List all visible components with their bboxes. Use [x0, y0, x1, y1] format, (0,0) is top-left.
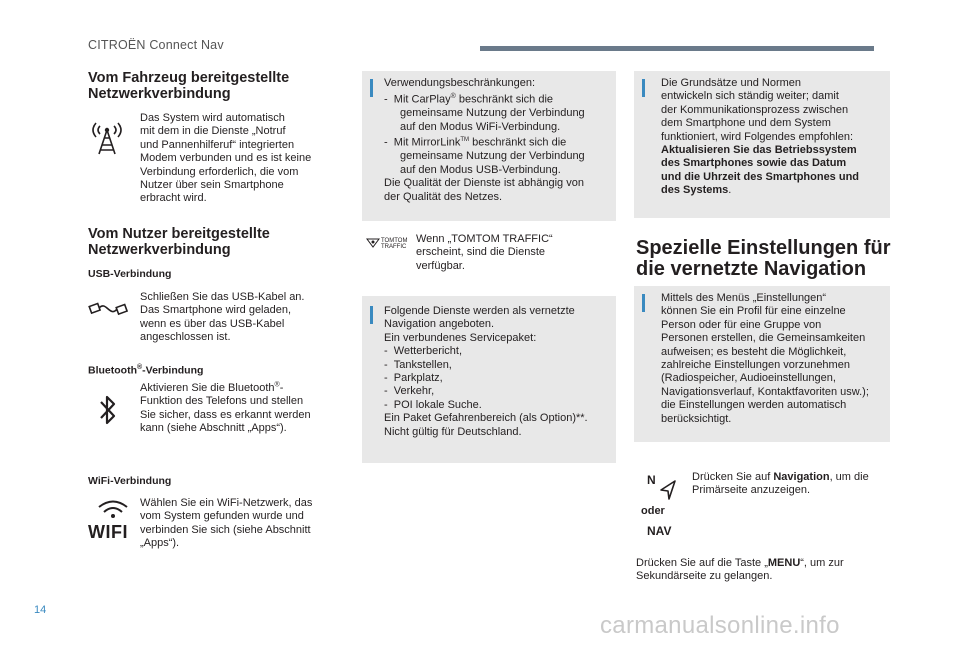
antenna-icon — [88, 116, 126, 158]
header-bar — [480, 46, 874, 51]
tomtom-logo-text: TOMTOM TRAFFIC — [381, 238, 408, 250]
navigation-instruction: Drücken Sie auf Navigation, um die Primärseite anzuzeigen. — [692, 471, 869, 497]
bluetooth-text: Aktivieren Sie die Bluetooth®- Funktion des Telefons und stellen Sie sicher, dass es erkannt werden kann (siehe Abschnitt „Apps“). — [140, 381, 311, 435]
menu-instruction: Drücken Sie auf die Taste „MENU“, um zur Sekundärseite zu gelangen. — [636, 557, 844, 583]
nav-n-letter: N — [647, 473, 656, 487]
wifi-heading: WiFi-Verbindung — [88, 475, 172, 487]
usb-cable-icon — [88, 296, 128, 322]
running-header: CITROËN Connect Nav — [88, 38, 224, 52]
info-marker — [370, 79, 373, 97]
navigation-arrow-icon — [659, 480, 677, 500]
heading-user-network: Vom Nutzer bereitgestellte Netzwerkverbindung — [88, 226, 270, 258]
connected-services-text: Folgende Dienste werden als vernetzte Navigation angeboten. Ein verbundenes Servicepaket: - Wetterbericht, - Tankstellen, - Parkplatz, - Verkehr, - POI lokale Suche. Ein Paket Gefahrenbereich (als Option)**. Nicht gültig für Deutschland. — [384, 305, 588, 438]
tomtom-text: Wenn „TOMTOM TRAFFIC“ erscheint, sind die Dienste verfügbar. — [416, 233, 553, 272]
tomtom-logo-icon — [366, 238, 380, 248]
usage-restrictions-text: Verwendungsbeschränkungen: - Mit CarPlay® beschränkt sich die gemeinsame Nutzung der Verbindung auf den Modus WiFi-Verbindung. - Mit MirrorLink™ beschränkt sich die gemeinsame Nutzung der Verbindung auf den Modus USB-Verbindung. Die Qualität der Dienste ist abhängig von der Qualität des Netzes. — [384, 77, 585, 203]
usb-text: Schließen Sie das USB-Kabel an. Das Smartphone wird geladen, wenn es über das USB-Kabel angeschlossen ist. — [140, 291, 305, 344]
wifi-icon-label: WIFI — [88, 522, 128, 542]
info-marker — [370, 306, 373, 324]
page-number: 14 — [34, 604, 47, 616]
nav-button-label: NAV — [647, 524, 672, 538]
oder-label: oder — [641, 505, 665, 517]
usb-heading: USB-Verbindung — [88, 268, 172, 280]
heading-connected-navigation: Spezielle Einstellungen für die vernetzte Navigation — [636, 237, 891, 280]
info-marker — [642, 79, 645, 97]
bluetooth-icon — [98, 393, 118, 427]
wifi-icon — [96, 499, 130, 519]
info-marker — [642, 294, 645, 312]
bluetooth-heading: Bluetooth®-Verbindung — [88, 364, 204, 377]
watermark: carmanualsonline.info — [600, 612, 840, 639]
heading-vehicle-network: Vom Fahrzeug bereitgestellte Netzwerkverbindung — [88, 70, 290, 102]
standards-text: Die Grundsätze und Normen entwickeln sich ständig weiter; damit der Kommunikationsprozess zwischen dem Smartphone und dem System funktioniert, wird Folgendes empfohlen: Aktualisieren Sie das Betriebssystem des Smartphones sowie das Datum und die Uhrzeit des Smartphones und des Systems. — [661, 77, 860, 197]
vehicle-network-text: Das System wird automatisch mit dem in die Dienste „Notruf und Pannenhilferuf“ integrierten Modem verbunden und es ist keine Verbindung erforderlich, die vom Nutzer über sein Smartphone erbracht wird. — [140, 112, 312, 205]
settings-text: Mittels des Menüs „Einstellungen“ können Sie ein Profil für eine einzelne Person oder für eine Gruppe von Personen erstellen, die Gemeinsamkeiten aufweisen; es besteht die Möglichkeit, zahlreiche Einstellungen vorzunehmen (Radiospeicher, Audioeinstellungen, Navigationsverlauf, Kontaktfavoriten usw.); die Einstellungen werden automatisch berücksichtigt. — [661, 292, 869, 425]
wifi-text: Wählen Sie ein WiFi-Netzwerk, das vom System gefunden wurde und verbinden Sie sich (siehe Abschnitt „Apps“). — [140, 497, 313, 550]
